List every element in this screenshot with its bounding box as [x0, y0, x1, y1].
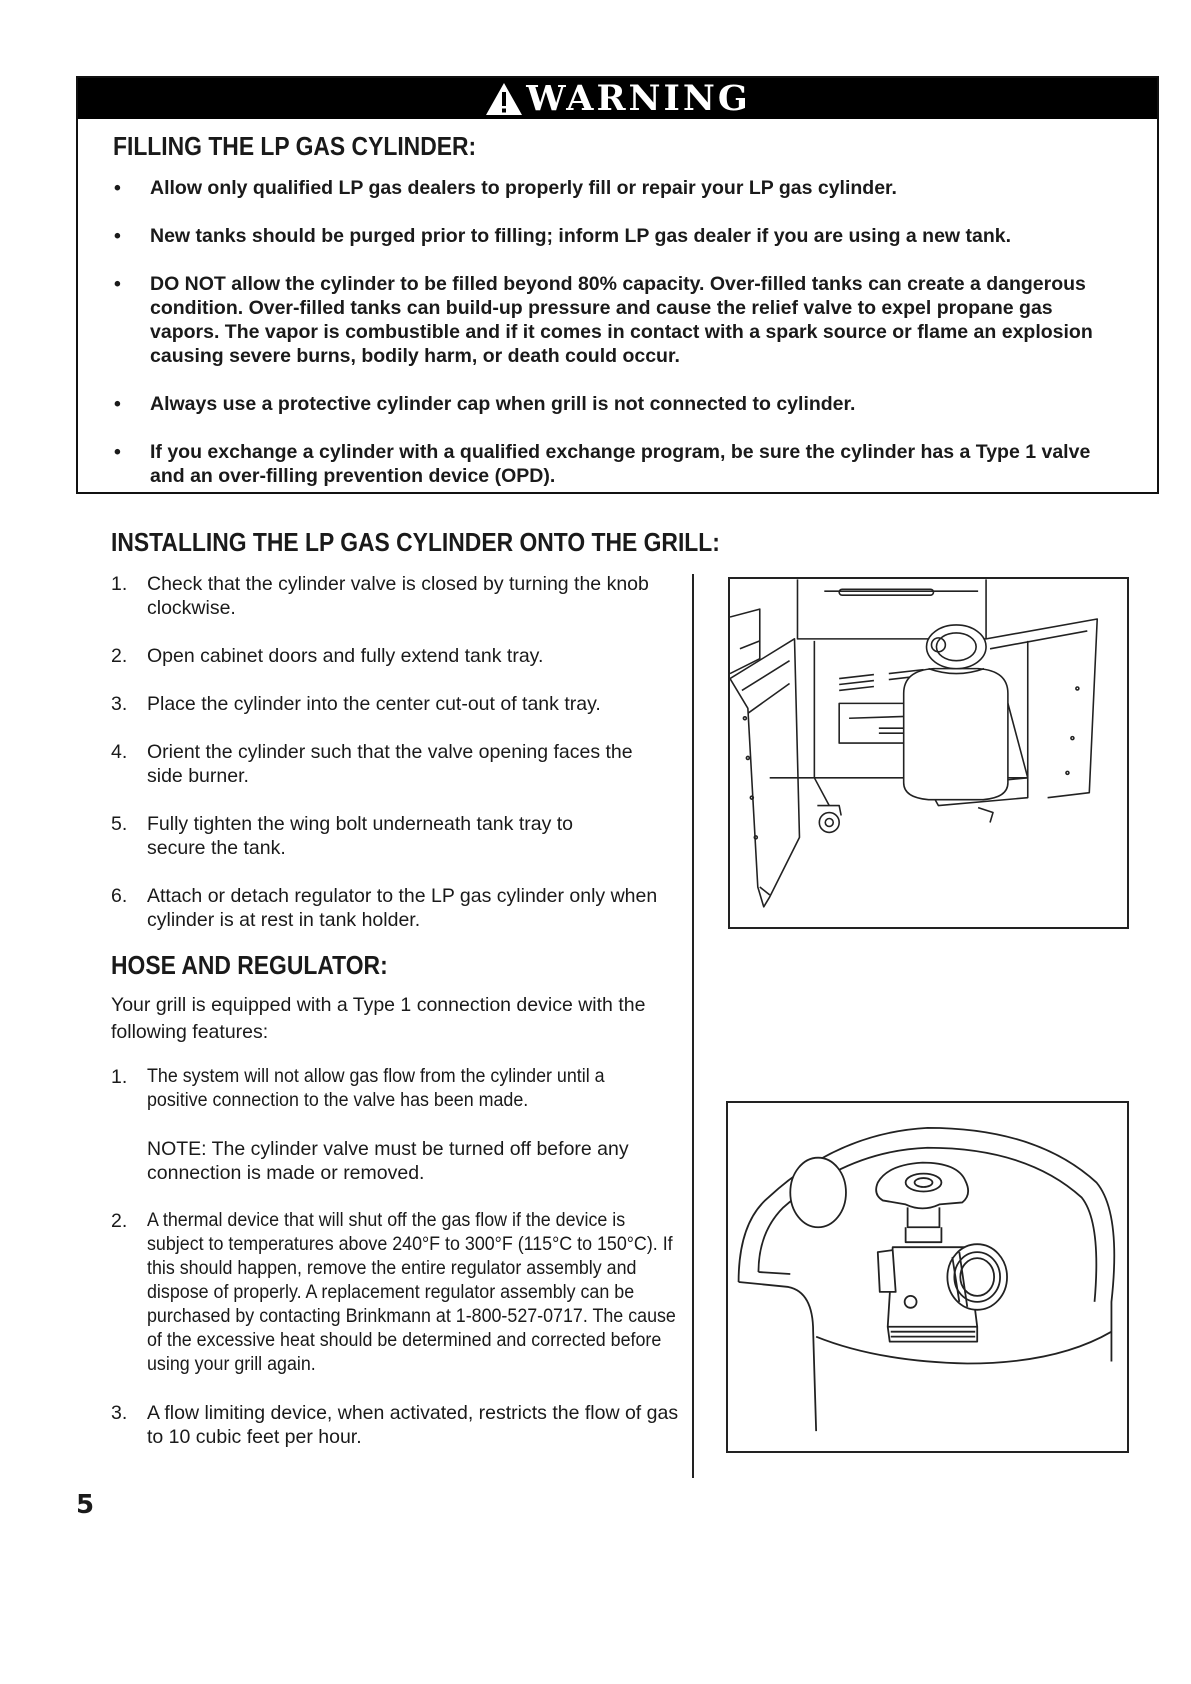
feature-item: 1. The system will not allow gas flow from the cylinder until a positive connection to the valve has been made. NOTE: The cylinder valve must be turned off before any connection is made or removed.: [111, 1065, 681, 1185]
step-item: 2. Open cabinet doors and fully extend tank tray.: [111, 645, 544, 667]
warning-title: FILLING THE LP GAS CYLINDER:: [113, 131, 477, 161]
warning-item: • Always use a protective cylinder cap when grill is not connected to cylinder.: [114, 393, 856, 415]
feature-item: 2. A thermal device that will shut off the gas flow if the device is subject to temperatures above 240°F to 300°F (115°C to 150°C). If this should happen, remove the entire regulator assembly and dispose of properly. A replacement regulator assembly can be purchased by contacting Brinkmann at 1-800-527-0717. The cause of the excessive heat should be determined and corrected before using your grill again.: [111, 1210, 676, 1375]
warning-banner: [78, 78, 1157, 119]
warning-item: • New tanks should be purged prior to filling; inform LP gas dealer if you are using a new tank.: [114, 225, 1012, 247]
step-item: 1. Check that the cylinder valve is closed by turning the knob clockwise.: [111, 573, 649, 619]
warning-box: [76, 76, 1159, 494]
installing-steps: [111, 572, 671, 932]
warning-banner-text: WARNING: [526, 78, 751, 119]
hose-features: [111, 1065, 681, 1449]
hose-title: HOSE AND REGULATOR:: [111, 950, 388, 980]
step-item: 6. Attach or detach regulator to the LP gas cylinder only when cylinder is at rest in tank holder.: [111, 885, 658, 931]
warning-list: [113, 176, 1117, 488]
warning-item: • If you exchange a cylinder with a qualified exchange program, be sure the cylinder has a Type 1 valve and an over-filling prevention device (OPD).: [114, 441, 1091, 487]
warning-content: [113, 131, 1117, 488]
step-item: 4. Orient the cylinder such that the valve opening faces the side burner.: [111, 741, 633, 787]
installing-title: INSTALLING THE LP GAS CYLINDER ONTO THE GRILL:: [111, 527, 720, 557]
step-item: 3. Place the cylinder into the center cut-out of tank tray.: [111, 693, 601, 715]
bullet: •: [114, 393, 121, 415]
grill-cabinet-illustration: [730, 579, 1127, 927]
warning-item: • Allow only qualified LP gas dealers to properly fill or repair your LP gas cylinder.: [114, 177, 897, 199]
column-divider: [692, 574, 694, 1478]
bullet: •: [114, 441, 121, 463]
cylinder-valve-figure: [726, 1101, 1129, 1453]
cylinder-valve-illustration: [728, 1103, 1127, 1451]
warning-item: • DO NOT allow the cylinder to be filled beyond 80% capacity. Over-filled tanks can create a dangerous condition. Over-filled tanks can build-up pressure and cause the relief valve to expel propane gas vapors. The vapor is combustible and if it comes in contact with a spark source or flame an explosion causing severe burns, bodily harm, or death could occur.: [114, 273, 1093, 367]
bullet: •: [114, 273, 121, 295]
feature-item: 3. A flow limiting device, when activated, restricts the flow of gas to 10 cubic feet per hour.: [111, 1402, 679, 1448]
step-item: 5. Fully tighten the wing bolt underneath tank tray to secure the tank.: [111, 813, 574, 859]
bullet: •: [114, 225, 121, 247]
warning-triangle-icon: [484, 81, 524, 117]
grill-cabinet-figure: [728, 577, 1129, 929]
hose-intro: Your grill is equipped with a Type 1 connection device with the following features:: [111, 994, 646, 1043]
note-text: NOTE: The cylinder valve must be turned off before any connection is made or removed.: [147, 1138, 629, 1184]
page-number: 5: [76, 1490, 95, 1520]
bullet: •: [114, 177, 121, 199]
